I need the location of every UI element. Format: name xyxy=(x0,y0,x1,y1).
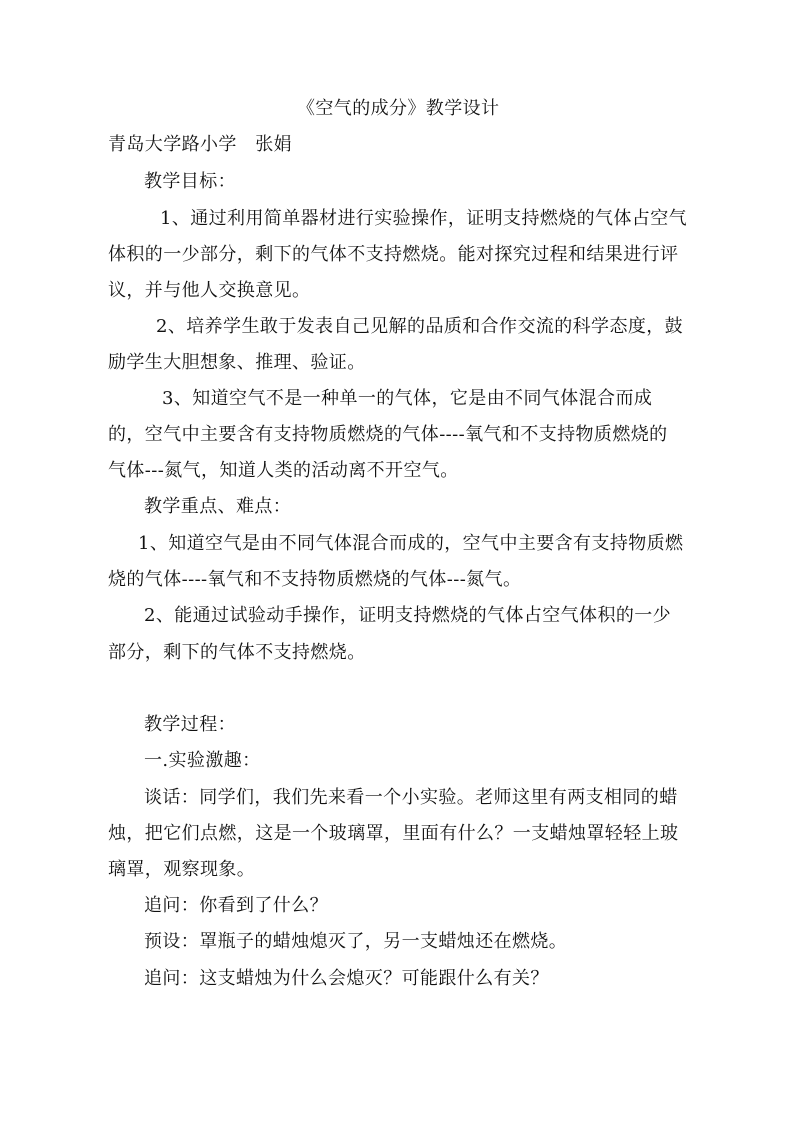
paragraph-line: 的，空气中主要含有支持物质燃烧的气体----氧气和不支持物质燃烧的 xyxy=(108,424,668,445)
paragraph-line: 烧的气体----氧气和不支持物质燃烧的气体---氮气。 xyxy=(108,569,522,590)
section-heading-process: 教学过程： xyxy=(144,714,236,735)
paragraph-line: 璃罩，观察现象。 xyxy=(108,859,256,880)
paragraph-line: 1、通过利用简单器材进行实验操作，证明支持燃烧的气体占空气 xyxy=(160,208,688,229)
paragraph-line: 追问：这支蜡烛为什么会熄灭？可能跟什么有关？ xyxy=(144,968,549,989)
paragraph-line: 气体---氮气，知道人类的活动离不开空气。 xyxy=(108,460,459,481)
paragraph-line: 体积的一少部分，剩下的气体不支持燃烧。能对探究过程和结果进行评 xyxy=(108,244,679,265)
paragraph-line: 部分，剩下的气体不支持燃烧。 xyxy=(108,642,366,663)
paragraph-line: 谈话：同学们，我们先来看一个小实验。老师这里有两支相同的蜡 xyxy=(144,787,678,808)
paragraph-line: 2、能通过试验动手操作，证明支持燃烧的气体占空气体积的一少 xyxy=(144,605,672,626)
paragraph-line: 励学生大胆想象、推理、验证。 xyxy=(108,352,366,373)
paragraph-line: 议，并与他人交换意见。 xyxy=(108,280,311,301)
paragraph-line: 1、知道空气是由不同气体混合而成的，空气中主要含有支持物质燃 xyxy=(138,533,684,554)
paragraph-line: 3、知道空气不是一种单一的气体，它是由不同气体混合而成 xyxy=(162,388,653,409)
subsection-heading: 一.实验激趣： xyxy=(144,750,261,771)
paragraph-line: 追问：你看到了什么？ xyxy=(144,895,328,916)
paragraph-line: 烛，把它们点燃，这是一个玻璃罩，里面有什么？一支蜡烛罩轻轻上玻 xyxy=(108,823,679,844)
section-heading-key-points: 教学重点、难点： xyxy=(144,496,292,517)
paragraph-line: 2、培养学生敢于发表自己见解的品质和合作交流的科学态度，鼓 xyxy=(156,316,684,337)
section-heading-objectives: 教学目标： xyxy=(144,171,236,192)
document-author: 青岛大学路小学 张娟 xyxy=(108,134,292,155)
document-title: 《空气的成分》教学设计 xyxy=(297,98,500,119)
paragraph-line: 预设：罩瓶子的蜡烛熄灭了，另一支蜡烛还在燃烧。 xyxy=(144,931,568,952)
